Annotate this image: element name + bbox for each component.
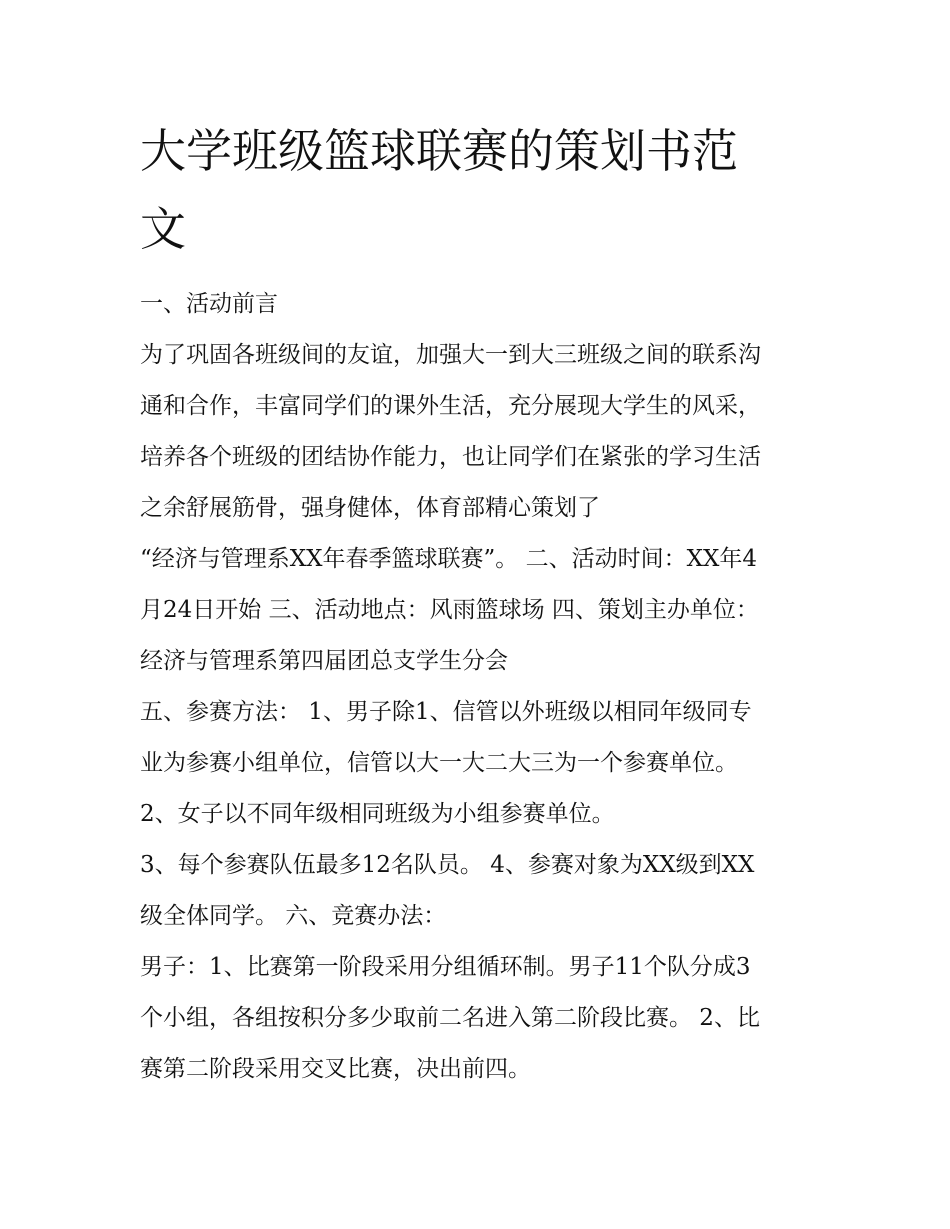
body-line: 个小组，各组按积分多少取前二名进入第二阶段比赛。 2、比 (140, 1005, 760, 1031)
body-line: 之余舒展筋骨，强身健体，体育部精心策划了 (140, 495, 600, 521)
title-line-2: 文 (140, 202, 186, 256)
document-title (140, 112, 820, 268)
body-line: 五、参赛方法： 1、男子除1、信管以外班级以相同年级同专 (140, 699, 752, 725)
body-line: 通和合作，丰富同学们的课外生活，充分展现大学生的风采， (140, 393, 761, 419)
body-line: 月24日开始 三、活动地点：风雨篮球场 四、策划主办单位： (140, 597, 759, 623)
body-line: “经济与管理系XX年春季篮球联赛”。 二、活动时间：XX年4 (140, 546, 757, 572)
document-body (140, 279, 820, 1095)
body-line: 3、每个参赛队伍最多12名队员。 4、参赛对象为XX级到XX (140, 852, 755, 878)
title-line-1: 大学班级篮球联赛的策划书范 (140, 124, 738, 178)
body-line: 为了巩固各班级间的友谊，加强大一到大三班级之间的联系沟 (140, 342, 761, 368)
body-line: 男子：1、比赛第一阶段采用分组循环制。男子11个队分成3 (140, 954, 751, 980)
body-line: 赛第二阶段采用交叉比赛，决出前四。 (140, 1056, 531, 1082)
body-line: 级全体同学。 六、竞赛办法： (140, 903, 447, 929)
body-line: 培养各个班级的团结协作能力，也让同学们在紧张的学习生活 (140, 444, 761, 470)
section-heading-preface: 一、活动前言 (140, 291, 278, 317)
body-line: 业为参赛小组单位，信管以大一大二大三为一个参赛单位。 (140, 750, 738, 776)
body-line: 经济与管理系第四届团总支学生分会 (140, 648, 508, 674)
body-line: 2、女子以不同年级相同班级为小组参赛单位。 (140, 801, 615, 827)
